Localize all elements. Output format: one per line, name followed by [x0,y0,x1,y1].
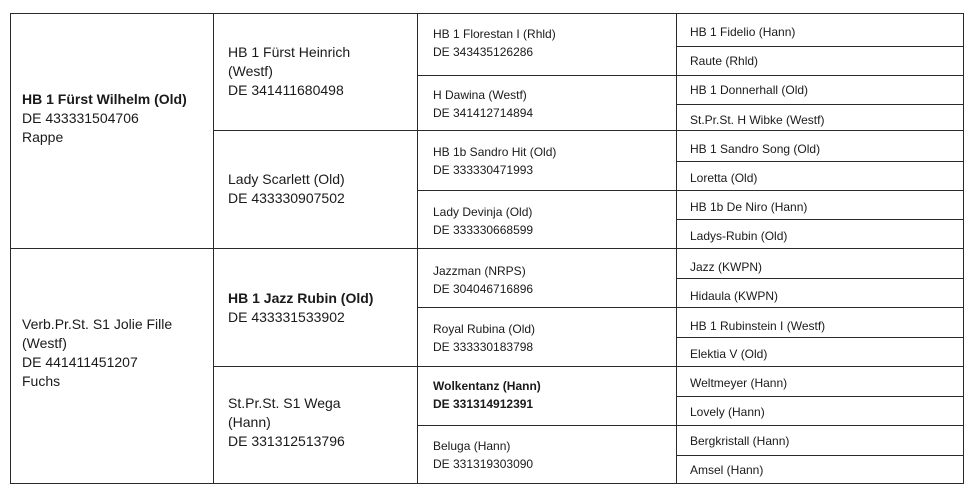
g3-7-name: Wolkentanz (Hann) [433,379,541,393]
g3-3-name: HB 1b Sandro Hit (Old) [433,145,557,159]
g1-dam-name: Verb.Pr.St. S1 Jolie Fille [22,316,173,332]
g4-cell-1 [690,24,795,40]
g1-dam-name-2: (Westf) [22,335,67,351]
border-line-4 [963,13,964,484]
g3-8-reg: DE 331319303090 [433,457,534,471]
g4-3-name: HB 1 Donnerhall (Old) [690,83,809,97]
g4-cell-7 [690,199,807,215]
g4-cell-11 [690,318,825,334]
g3-cell-7 [433,377,541,413]
border-line-2 [10,483,963,484]
g2-cell-4 [228,394,345,451]
g4-12-name: Elektia V (Old) [690,347,768,361]
g4-cell-9 [690,259,762,275]
g4-16-name: Amsel (Hann) [690,463,764,477]
row-divider-22 [676,130,963,131]
g3-5-reg: DE 304046716896 [433,282,534,296]
g4-cell-3 [690,82,808,98]
g2-3-name: HB 1 Jazz Rubin (Old) [228,290,374,306]
g3-4-reg: DE 333330668599 [433,223,534,237]
g1-sire-color: Rappe [22,129,64,145]
g4-11-name: HB 1 Rubinstein I (Westf) [690,319,826,333]
g4-cell-8 [690,228,787,244]
g3-1-name: HB 1 Florestan I (Rhld) [433,27,556,41]
g3-1-reg: DE 343435126286 [433,45,534,59]
g3-cell-6 [433,320,535,356]
g4-cell-12 [690,346,767,362]
g4-14-name: Lovely (Hann) [690,405,765,419]
g4-cell-15 [690,433,789,449]
row-divider-27 [676,278,963,279]
g2-1-reg: DE 341411680498 [228,82,344,98]
g2-4-name-2: (Hann) [228,414,271,430]
g4-6-name: Loretta (Old) [690,171,758,185]
g2-cell-2 [228,170,345,208]
g4-15-name: Bergkristall (Hann) [690,434,790,448]
row-divider-20 [676,75,963,76]
row-divider-23 [676,161,963,162]
g2-4-reg: DE 331312513796 [228,433,345,449]
g2-2-name: Lady Scarlett (Old) [228,171,345,187]
row-divider-24 [676,190,963,191]
g3-8-name: Beluga (Hann) [433,439,511,453]
g3-6-name: Royal Rubina (Old) [433,322,536,336]
row-divider-26 [676,248,963,249]
g3-cell-8 [433,437,533,473]
g1-sire-name: HB 1 Fürst Wilhelm (Old) [22,91,187,107]
g1-dam-color: Fuchs [22,373,61,389]
g1-cell-dam [22,315,172,391]
g1-cell-sire [22,90,187,147]
row-divider-31 [676,396,963,397]
g4-cell-5 [690,141,820,157]
row-divider-21 [676,104,963,105]
g2-1-name-2: (Westf) [228,63,273,79]
border-line-1 [10,13,963,14]
g3-4-name: Lady Devinja (Old) [433,205,533,219]
g4-9-name: Jazz (KWPN) [690,260,762,274]
g3-cell-2 [433,86,533,122]
row-divider-28 [676,307,963,308]
row-divider-32 [676,425,963,426]
g2-cell-3 [228,289,373,327]
row-divider-33 [676,455,963,456]
g3-cell-1 [433,25,556,61]
g4-8-name: Ladys-Rubin (Old) [690,229,788,243]
g3-cell-3 [433,143,556,179]
g3-2-reg: DE 341412714894 [433,106,534,120]
g2-3-reg: DE 433331533902 [228,309,345,325]
g3-6-reg: DE 333330183798 [433,340,534,354]
g3-cell-4 [433,203,533,239]
g4-cell-4 [690,112,824,128]
row-divider-25 [676,219,963,220]
g2-1-name: HB 1 Fürst Heinrich [228,44,351,60]
g4-10-name: Hidaula (KWPN) [690,289,779,303]
g4-1-name: HB 1 Fidelio (Hann) [690,25,796,39]
g4-4-name: St.Pr.St. H Wibke (Westf) [690,113,825,127]
g2-cell-1 [228,43,350,100]
g4-cell-10 [690,288,778,304]
g3-3-reg: DE 333330471993 [433,163,534,177]
g1-dam-reg: DE 441411451207 [22,354,138,370]
g4-7-name: HB 1b De Niro (Hann) [690,200,808,214]
g3-5-name: Jazzman (NRPS) [433,264,526,278]
g4-13-name: Weltmeyer (Hann) [690,376,788,390]
g2-4-name: St.Pr.St. S1 Wega [228,395,341,411]
g4-cell-13 [690,375,787,391]
g3-cell-5 [433,262,533,298]
g2-2-reg: DE 433330907502 [228,190,345,206]
g3-7-reg: DE 331314912391 [433,397,534,411]
g4-5-name: HB 1 Sandro Song (Old) [690,142,821,156]
g4-cell-14 [690,404,765,420]
g4-2-name: Raute (Rhld) [690,54,759,68]
row-divider-30 [676,366,963,367]
g1-sire-reg: DE 433331504706 [22,110,139,126]
g4-cell-6 [690,170,757,186]
g4-cell-16 [690,462,763,478]
row-divider-29 [676,337,963,338]
g3-2-name: H Dawina (Westf) [433,88,527,102]
g4-cell-2 [690,53,758,69]
row-divider-19 [676,46,963,47]
